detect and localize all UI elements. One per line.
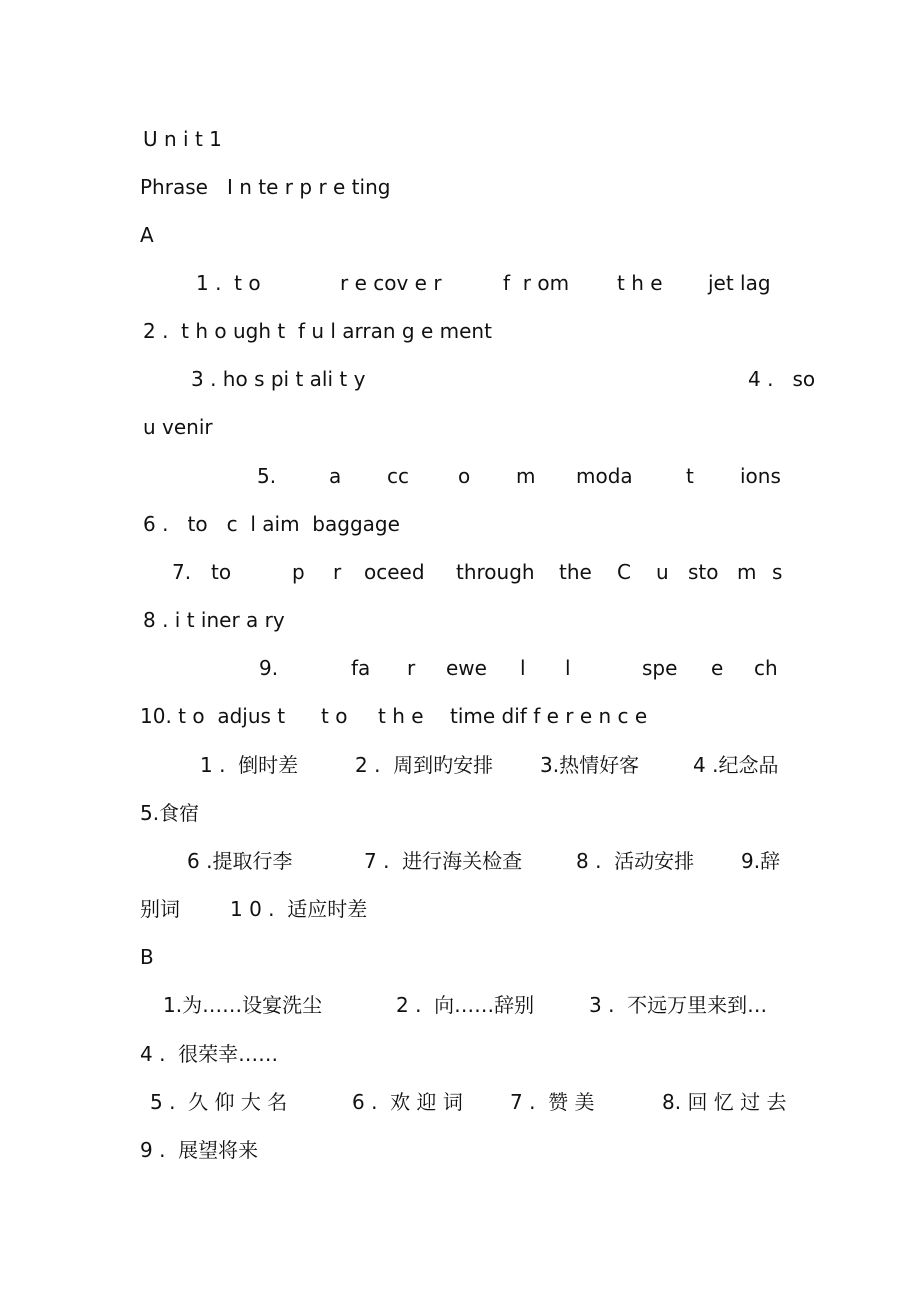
chinese-item: 2 . 周到旳安排 xyxy=(355,753,494,777)
part-a-chinese-line-4 xyxy=(0,894,920,924)
chinese-item: 别词 xyxy=(140,897,180,921)
phrase-fragment: fa xyxy=(351,656,371,680)
chinese-item: 5.食宿 xyxy=(140,801,200,825)
chinese-item: 2 . 向……辞别 xyxy=(396,993,535,1017)
part-b-label-line xyxy=(0,942,920,972)
section-title-line xyxy=(0,172,920,202)
phrase-fragment: the xyxy=(559,560,592,584)
phrase-fragment: 8 . i t iner a ry xyxy=(143,608,285,632)
part-a-chinese-line-3 xyxy=(0,846,920,876)
part-a-english-line-9 xyxy=(0,653,920,683)
phrase-fragment: e xyxy=(711,656,724,680)
chinese-item: 7 . 进行海关检查 xyxy=(364,849,523,873)
phrase-fragment: u xyxy=(656,560,669,584)
phrase-fragment: time dif f e r e n c e xyxy=(450,704,648,728)
part-a-english-line-5 xyxy=(0,461,920,491)
phrase-fragment: t o xyxy=(321,704,348,728)
chinese-item: 7 . 赞 美 xyxy=(510,1090,595,1114)
part-a-label: A xyxy=(140,223,154,247)
phrase-fragment: u venir xyxy=(143,415,213,439)
chinese-item: 5 . 久 仰 大 名 xyxy=(150,1090,288,1114)
phrase-fragment: spe xyxy=(642,656,678,680)
part-a-english-line-8 xyxy=(0,605,920,635)
part-b-line-2 xyxy=(0,1039,920,1069)
part-b-line-1 xyxy=(0,990,920,1020)
part-a-chinese-line-1 xyxy=(0,750,920,780)
phrase-fragment: ions xyxy=(740,464,781,488)
phrase-fragment: 9. xyxy=(259,656,279,680)
part-b-line-3 xyxy=(0,1087,920,1117)
phrase-fragment: through xyxy=(456,560,535,584)
chinese-item: 8. 回 忆 过 去 xyxy=(662,1090,787,1114)
part-a-english-line-10 xyxy=(0,701,920,731)
phrase-fragment: C xyxy=(617,560,631,584)
phrase-fragment: 2 . t h o ugh t f u l arran g e ment xyxy=(143,319,492,343)
phrase-fragment: ewe xyxy=(446,656,487,680)
chinese-item: 1 . 倒时差 xyxy=(200,753,299,777)
chinese-item: 1.为……设宴洗尘 xyxy=(163,993,323,1017)
part-a-english-line-3 xyxy=(0,364,920,394)
part-a-english-line-2 xyxy=(0,316,920,346)
chinese-item: 6 .提取行李 xyxy=(187,849,293,873)
part-a-english-line-6 xyxy=(0,509,920,539)
phrase-fragment: o xyxy=(458,464,471,488)
chinese-item: 4 .纪念品 xyxy=(693,753,779,777)
part-b-label: B xyxy=(140,945,154,969)
part-a-english-line-1 xyxy=(0,268,920,298)
phrase-fragment: t h e xyxy=(378,704,424,728)
phrase-fragment: to xyxy=(211,560,232,584)
phrase-fragment: r xyxy=(407,656,416,680)
chinese-item: 9.辞 xyxy=(741,849,781,873)
phrase-fragment: 3 . ho s pi t ali t y xyxy=(191,367,366,391)
section-title: Phrase I n te r p r e ting xyxy=(140,175,391,199)
unit-title-line xyxy=(0,124,920,154)
part-a-chinese-line-2 xyxy=(0,798,920,828)
phrase-fragment: l xyxy=(520,656,526,680)
phrase-fragment: cc xyxy=(387,464,409,488)
phrase-fragment: 7. xyxy=(172,560,192,584)
chinese-item: 9 . 展望将来 xyxy=(140,1138,259,1162)
phrase-fragment: t h e xyxy=(617,271,663,295)
phrase-fragment: 5. xyxy=(257,464,277,488)
part-a-english-line-7 xyxy=(0,557,920,587)
phrase-fragment: sto xyxy=(688,560,719,584)
chinese-item: 3.热情好客 xyxy=(540,753,640,777)
phrase-fragment: r e cov e r xyxy=(340,271,442,295)
phrase-fragment: s xyxy=(772,560,783,584)
chinese-item: 4 . 很荣幸…… xyxy=(140,1042,279,1066)
part-a-english-line-4 xyxy=(0,412,920,442)
phrase-fragment: p xyxy=(292,560,305,584)
phrase-fragment: 4 . so xyxy=(748,367,816,391)
phrase-fragment: 6 . to c l aim baggage xyxy=(143,512,400,536)
phrase-fragment: a xyxy=(329,464,342,488)
phrase-fragment: ch xyxy=(754,656,778,680)
phrase-fragment: moda xyxy=(576,464,633,488)
phrase-fragment: t xyxy=(686,464,694,488)
phrase-fragment: l xyxy=(565,656,571,680)
chinese-item: 6 . 欢 迎 词 xyxy=(352,1090,463,1114)
chinese-item: 1 0 . 适应时差 xyxy=(230,897,368,921)
phrase-fragment: oceed xyxy=(364,560,425,584)
part-b-line-4 xyxy=(0,1135,920,1165)
phrase-fragment: m xyxy=(516,464,536,488)
phrase-fragment: 10. t o adjus t xyxy=(140,704,286,728)
phrase-fragment: 1 . t o xyxy=(196,271,261,295)
chinese-item: 3 . 不远万里来到… xyxy=(589,993,768,1017)
phrase-fragment: jet lag xyxy=(708,271,771,295)
phrase-fragment: r xyxy=(333,560,342,584)
part-a-label-line xyxy=(0,220,920,250)
phrase-fragment: f r om xyxy=(503,271,570,295)
unit-title: U n i t 1 xyxy=(143,127,222,151)
chinese-item: 8 . 活动安排 xyxy=(576,849,695,873)
phrase-fragment: m xyxy=(737,560,757,584)
